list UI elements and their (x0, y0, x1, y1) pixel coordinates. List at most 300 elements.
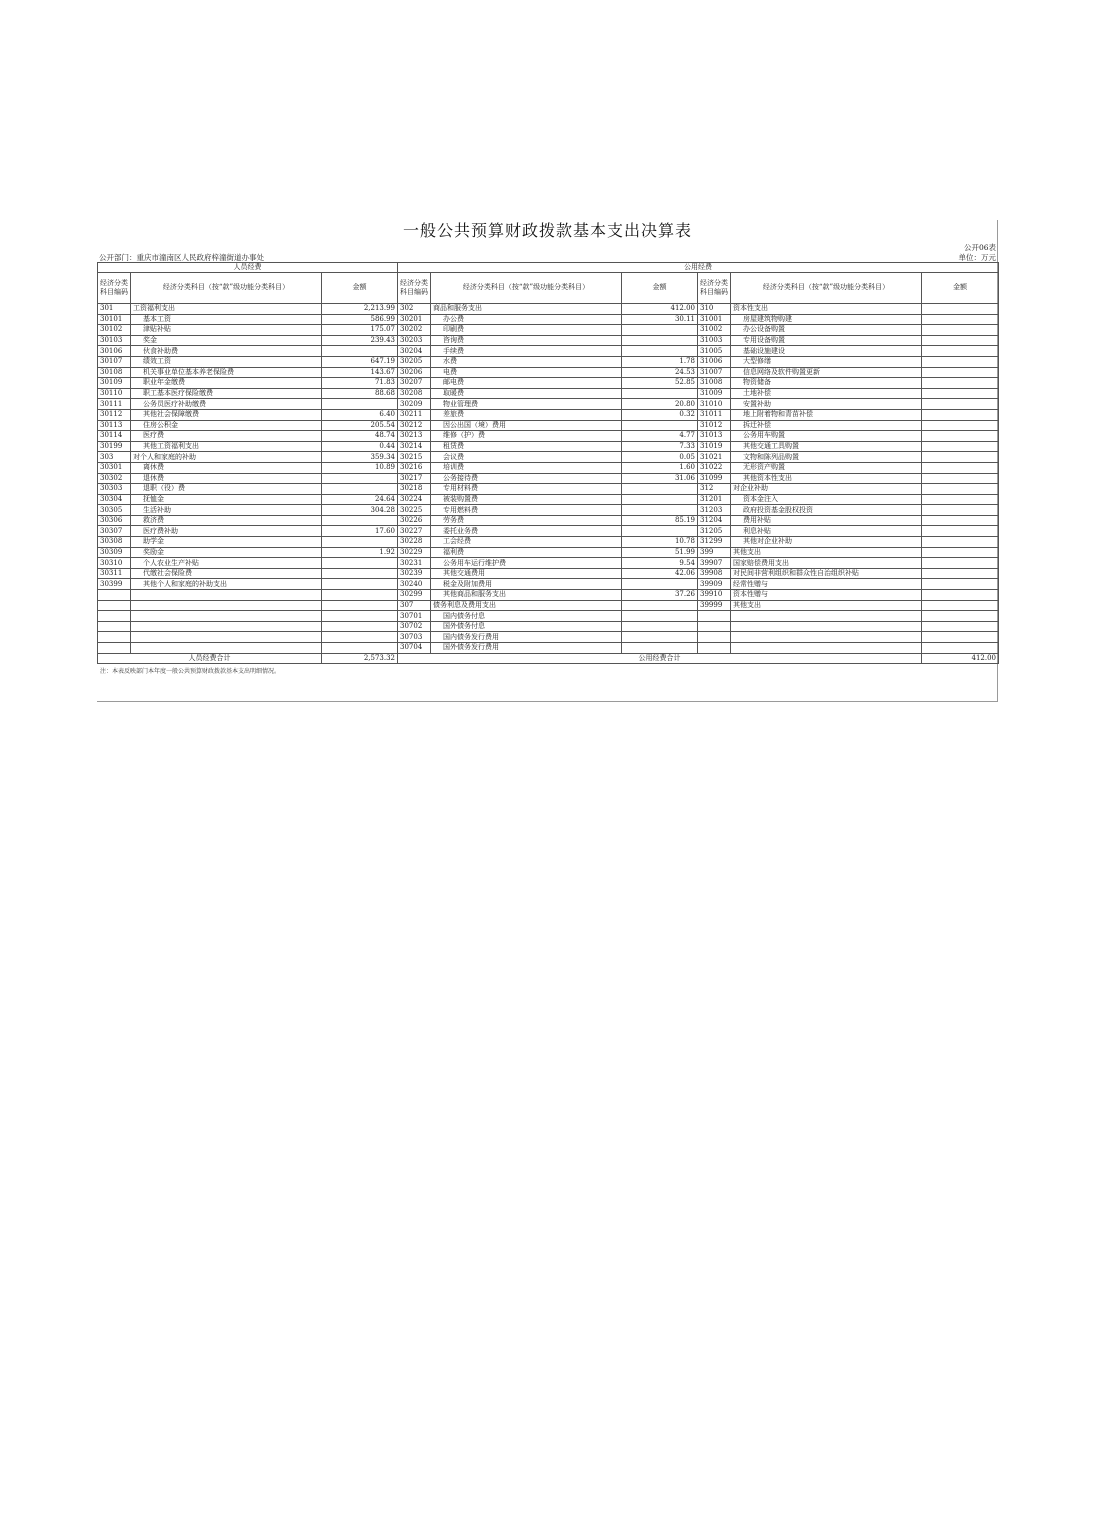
cell-item-name: 医疗费补助 (131, 526, 322, 537)
cell-code: 31007 (698, 367, 731, 378)
cell-amount (322, 600, 398, 611)
cell-code: 30109 (98, 378, 131, 389)
cell-code: 31010 (698, 399, 731, 410)
cell-amount (922, 611, 999, 622)
cell-code: 31203 (698, 505, 731, 516)
cell-code: 30213 (398, 431, 431, 442)
cell-code: 31002 (698, 325, 731, 336)
cell-code: 31005 (698, 346, 731, 357)
table-row (98, 643, 999, 654)
cell-item-name: 公务用车运行维护费 (431, 558, 622, 569)
cell-item-name: 劳务费 (431, 515, 622, 526)
table-row (98, 452, 999, 463)
cell-item-name (131, 621, 322, 632)
table-row (98, 515, 999, 526)
cell-code: 30231 (398, 558, 431, 569)
cell-code: 30218 (398, 484, 431, 495)
cell-item-name: 专用材料费 (431, 484, 622, 495)
cell-item-name: 机关事业单位基本养老保险费 (131, 367, 322, 378)
cell-amount: 52.85 (622, 378, 698, 389)
cell-code: 31006 (698, 356, 731, 367)
cell-amount (922, 346, 999, 357)
cell-item-name: 奖金 (131, 335, 322, 346)
cell-item-name: 其他支出 (731, 600, 922, 611)
public-total-amount: 412.00 (922, 653, 999, 664)
table-row (98, 335, 999, 346)
col-amount: 金额 (622, 273, 698, 304)
bottom-border-line (97, 701, 998, 702)
cell-item-name: 其他工资福利支出 (131, 441, 322, 452)
cell-code: 30208 (398, 388, 431, 399)
table-row (98, 356, 999, 367)
cell-amount: 647.19 (322, 356, 398, 367)
cell-amount (922, 558, 999, 569)
cell-amount: 7.33 (622, 441, 698, 452)
cell-amount: 48.74 (322, 431, 398, 442)
table-code: 公开06表 (963, 243, 996, 252)
cell-item-name: 咨询费 (431, 335, 622, 346)
cell-amount: 359.34 (322, 452, 398, 463)
cell-amount (922, 632, 999, 643)
table-row (98, 611, 999, 622)
cell-amount (322, 515, 398, 526)
cell-amount (922, 388, 999, 399)
cell-code: 302 (398, 304, 431, 315)
cell-item-name: 因公出国（境）费用 (431, 420, 622, 431)
cell-item-name: 生活补助 (131, 505, 322, 516)
cell-amount: 6.40 (322, 409, 398, 420)
cell-amount (922, 590, 999, 601)
cell-item-name: 专用燃料费 (431, 505, 622, 516)
cell-item-name: 奖励金 (131, 547, 322, 558)
cell-amount: 42.06 (622, 568, 698, 579)
cell-item-name: 租赁费 (431, 441, 622, 452)
cell-amount: 0.05 (622, 452, 698, 463)
table-row (98, 568, 999, 579)
cell-code: 30112 (98, 409, 131, 420)
cell-code: 30214 (398, 441, 431, 452)
cell-amount (622, 621, 698, 632)
cell-code: 30303 (98, 484, 131, 495)
table-row (98, 314, 999, 325)
cell-amount (922, 600, 999, 611)
cell-code: 30301 (98, 462, 131, 473)
cell-amount: 24.53 (622, 367, 698, 378)
cell-code: 30229 (398, 547, 431, 558)
cell-amount (622, 484, 698, 495)
cell-item-name: 信息网络及软件购置更新 (731, 367, 922, 378)
cell-item-name (731, 632, 922, 643)
cell-code: 31019 (698, 441, 731, 452)
cell-code: 30110 (98, 388, 131, 399)
cell-item-name (131, 643, 322, 654)
cell-item-name: 退休费 (131, 473, 322, 484)
cell-code: 30228 (398, 537, 431, 548)
table-row (98, 399, 999, 410)
cell-code: 30701 (398, 611, 431, 622)
cell-item-name: 资本性赠与 (731, 590, 922, 601)
cell-amount (322, 643, 398, 654)
cell-item-name: 物资储备 (731, 378, 922, 389)
cell-amount: 17.60 (322, 526, 398, 537)
page-title: 一般公共预算财政拨款基本支出决算表 (402, 221, 692, 240)
cell-item-name (731, 611, 922, 622)
cell-item-name: 住房公积金 (131, 420, 322, 431)
cell-item-name: 工会经费 (431, 537, 622, 548)
cell-item-name: 工资福利支出 (131, 304, 322, 315)
cell-item-name: 绩效工资 (131, 356, 322, 367)
cell-item-name: 文物和陈列品购置 (731, 452, 922, 463)
cell-code: 30212 (398, 420, 431, 431)
cell-amount (322, 579, 398, 590)
table-note: 注：本表反映部门本年度一般公共预算财政拨款基本支出明细情况。 (100, 668, 281, 676)
cell-amount (922, 526, 999, 537)
col-name: 经济分类科目（按“款”级功能分类科目） (431, 273, 622, 304)
cell-item-name: 无形资产购置 (731, 462, 922, 473)
cell-code: 30215 (398, 452, 431, 463)
cell-item-name: 公务接待费 (431, 473, 622, 484)
cell-amount (622, 611, 698, 622)
cell-code: 30108 (98, 367, 131, 378)
cell-code: 30704 (398, 643, 431, 654)
cell-amount: 412.00 (622, 304, 698, 315)
cell-item-name: 安置补助 (731, 399, 922, 410)
group-public: 公用经费 (398, 263, 999, 273)
table-row (98, 346, 999, 357)
cell-item-name (131, 600, 322, 611)
cell-item-name: 津贴补贴 (131, 325, 322, 336)
cell-item-name: 其他个人和家庭的补助支出 (131, 579, 322, 590)
cell-item-name: 医疗费 (131, 431, 322, 442)
cell-amount: 31.06 (622, 473, 698, 484)
cell-item-name: 代缴社会保险费 (131, 568, 322, 579)
cell-amount (622, 526, 698, 537)
cell-code: 30305 (98, 505, 131, 516)
cell-amount (622, 325, 698, 336)
cell-amount: 88.68 (322, 388, 398, 399)
cell-code: 303 (98, 452, 131, 463)
cell-amount (322, 346, 398, 357)
cell-item-name: 职业年金缴费 (131, 378, 322, 389)
cell-item-name: 基础设施建设 (731, 346, 922, 357)
cell-amount: 143.67 (322, 367, 398, 378)
cell-item-name: 其他交通费用 (431, 568, 622, 579)
cell-code: 30217 (398, 473, 431, 484)
cell-item-name: 国内债务发行费用 (431, 632, 622, 643)
col-name: 经济分类科目（按“款”级功能分类科目） (731, 273, 922, 304)
cell-code: 30113 (98, 420, 131, 431)
cell-code: 30227 (398, 526, 431, 537)
cell-code: 30225 (398, 505, 431, 516)
cell-item-name: 大型修缮 (731, 356, 922, 367)
table-row (98, 579, 999, 590)
cell-item-name: 国内债务付息 (431, 611, 622, 622)
cell-code: 30204 (398, 346, 431, 357)
cell-amount: 0.44 (322, 441, 398, 452)
cell-code (698, 643, 731, 654)
cell-amount (322, 399, 398, 410)
cell-amount (622, 494, 698, 505)
cell-item-name: 国家赔偿费用支出 (731, 558, 922, 569)
cell-amount (322, 484, 398, 495)
cell-amount (322, 537, 398, 548)
cell-amount: 1.92 (322, 547, 398, 558)
cell-code: 31011 (698, 409, 731, 420)
cell-amount: 51.99 (622, 547, 698, 558)
cell-item-name: 对个人和家庭的补助 (131, 452, 322, 463)
table-row (98, 537, 999, 548)
cell-code: 310 (698, 304, 731, 315)
cell-code: 30307 (98, 526, 131, 537)
cell-code: 31003 (698, 335, 731, 346)
table-row (98, 526, 999, 537)
table-row (98, 600, 999, 611)
cell-code: 39909 (698, 579, 731, 590)
col-name: 经济分类科目（按“款”级功能分类科目） (131, 273, 322, 304)
cell-item-name: 其他社会保障缴费 (131, 409, 322, 420)
cell-code: 30111 (98, 399, 131, 410)
col-amount: 金额 (922, 273, 999, 304)
group-header-row (98, 263, 999, 273)
cell-item-name: 其他资本性支出 (731, 473, 922, 484)
cell-item-name: 商品和服务支出 (431, 304, 622, 315)
col-amount: 金额 (322, 273, 398, 304)
cell-item-name: 经常性赠与 (731, 579, 922, 590)
cell-code: 30199 (98, 441, 131, 452)
cell-code: 30240 (398, 579, 431, 590)
cell-code: 307 (398, 600, 431, 611)
cell-code: 30309 (98, 547, 131, 558)
cell-amount (922, 505, 999, 516)
totals-row (98, 653, 999, 664)
cell-code: 30201 (398, 314, 431, 325)
cell-amount (622, 346, 698, 357)
cell-item-name: 其他交通工具购置 (731, 441, 922, 452)
cell-code: 31021 (698, 452, 731, 463)
table-row (98, 558, 999, 569)
cell-amount: 10.78 (622, 537, 698, 548)
cell-item-name: 其他支出 (731, 547, 922, 558)
cell-item-name: 救济费 (131, 515, 322, 526)
report-sheet (97, 220, 998, 675)
cell-item-name: 差旅费 (431, 409, 622, 420)
cell-code (698, 621, 731, 632)
cell-code (98, 643, 131, 654)
cell-item-name: 公务员医疗补助缴费 (131, 399, 322, 410)
cell-code: 30224 (398, 494, 431, 505)
cell-amount: 1.78 (622, 356, 698, 367)
cell-amount: 4.77 (622, 431, 698, 442)
cell-amount (322, 473, 398, 484)
cell-amount (922, 399, 999, 410)
group-personnel: 人员经费 (98, 263, 398, 273)
cell-code: 30205 (398, 356, 431, 367)
cell-code (98, 632, 131, 643)
table-row (98, 431, 999, 442)
cell-code: 31013 (698, 431, 731, 442)
cell-code (698, 611, 731, 622)
cell-code: 31201 (698, 494, 731, 505)
cell-item-name: 维修（护）费 (431, 431, 622, 442)
cell-amount: 586.99 (322, 314, 398, 325)
table-row (98, 441, 999, 452)
cell-item-name: 职工基本医疗保险缴费 (131, 388, 322, 399)
cell-item-name: 对企业补助 (731, 484, 922, 495)
cell-item-name: 利息补贴 (731, 526, 922, 537)
cell-amount: 10.89 (322, 462, 398, 473)
cell-code: 30206 (398, 367, 431, 378)
cell-item-name: 费用补贴 (731, 515, 922, 526)
cell-item-name (731, 621, 922, 632)
cell-item-name: 其他对企业补助 (731, 537, 922, 548)
cell-amount (622, 388, 698, 399)
table-row (98, 547, 999, 558)
cell-amount (922, 304, 999, 315)
cell-code (98, 590, 131, 601)
cell-code: 31008 (698, 378, 731, 389)
cell-item-name: 资本金注入 (731, 494, 922, 505)
cell-item-name: 个人农业生产补贴 (131, 558, 322, 569)
cell-amount (922, 378, 999, 389)
cell-amount: 304.28 (322, 505, 398, 516)
report-meta (97, 242, 998, 262)
cell-amount: 175.07 (322, 325, 398, 336)
cell-code: 301 (98, 304, 131, 315)
cell-item-name: 退职（役）费 (131, 484, 322, 495)
cell-amount (922, 568, 999, 579)
cell-code: 31099 (698, 473, 731, 484)
expenditure-table (97, 262, 999, 664)
cell-amount (922, 537, 999, 548)
cell-code: 30311 (98, 568, 131, 579)
cell-code: 31012 (698, 420, 731, 431)
table-row (98, 378, 999, 389)
cell-item-name: 拆迁补偿 (731, 420, 922, 431)
cell-item-name: 委托业务费 (431, 526, 622, 537)
cell-amount (922, 367, 999, 378)
cell-code: 31299 (698, 537, 731, 548)
cell-code: 31205 (698, 526, 731, 537)
cell-code (98, 600, 131, 611)
cell-code: 30702 (398, 621, 431, 632)
cell-amount (922, 325, 999, 336)
table-row (98, 388, 999, 399)
cell-code: 30216 (398, 462, 431, 473)
cell-code: 30306 (98, 515, 131, 526)
cell-amount (922, 314, 999, 325)
cell-item-name: 地上附着物和青苗补偿 (731, 409, 922, 420)
cell-item-name: 培训费 (431, 462, 622, 473)
cell-code: 30299 (398, 590, 431, 601)
cell-amount (622, 420, 698, 431)
table-row (98, 304, 999, 315)
cell-code: 31001 (698, 314, 731, 325)
cell-amount (622, 505, 698, 516)
table-row (98, 325, 999, 336)
cell-item-name: 福利费 (431, 547, 622, 558)
cell-amount (322, 621, 398, 632)
cell-amount (922, 547, 999, 558)
cell-item-name: 电费 (431, 367, 622, 378)
cell-item-name: 债务利息及费用支出 (431, 600, 622, 611)
col-code: 经济分类科目编码 (698, 273, 731, 304)
cell-item-name: 物业管理费 (431, 399, 622, 410)
cell-amount: 37.26 (622, 590, 698, 601)
cell-code: 30107 (98, 356, 131, 367)
cell-code: 30310 (98, 558, 131, 569)
cell-code: 30209 (398, 399, 431, 410)
cell-amount (922, 452, 999, 463)
table-row (98, 409, 999, 420)
unit-label: 单位：万元 (958, 253, 996, 262)
cell-code: 30302 (98, 473, 131, 484)
cell-code: 30308 (98, 537, 131, 548)
cell-code (698, 632, 731, 643)
cell-amount: 71.83 (322, 378, 398, 389)
cell-amount (922, 441, 999, 452)
cell-code: 39999 (698, 600, 731, 611)
cell-item-name: 办公设备购置 (731, 325, 922, 336)
cell-amount: 0.32 (622, 409, 698, 420)
cell-item-name: 资本性支出 (731, 304, 922, 315)
public-total-label: 公用经费合计 (398, 653, 922, 664)
cell-code: 39910 (698, 590, 731, 601)
table-row (98, 462, 999, 473)
cell-code: 30114 (98, 431, 131, 442)
cell-amount (622, 632, 698, 643)
cell-amount (922, 462, 999, 473)
column-header-row (98, 273, 999, 304)
cell-code: 312 (698, 484, 731, 495)
cell-item-name (131, 611, 322, 622)
table-row (98, 494, 999, 505)
table-row (98, 367, 999, 378)
department-label: 公开部门：重庆市潼南区人民政府梓潼街道办事处 (99, 253, 264, 262)
cell-amount: 239.43 (322, 335, 398, 346)
cell-amount (622, 335, 698, 346)
cell-item-name: 伙食补助费 (131, 346, 322, 357)
cell-amount: 30.11 (622, 314, 698, 325)
cell-code: 31204 (698, 515, 731, 526)
cell-item-name: 邮电费 (431, 378, 622, 389)
cell-amount (922, 515, 999, 526)
cell-amount: 205.54 (322, 420, 398, 431)
cell-amount: 1.60 (622, 462, 698, 473)
cell-item-name: 对民间非营利组织和群众性自治组织补贴 (731, 568, 922, 579)
cell-amount (322, 558, 398, 569)
cell-amount (922, 356, 999, 367)
cell-code: 31009 (698, 388, 731, 399)
cell-item-name: 土地补偿 (731, 388, 922, 399)
cell-amount (322, 611, 398, 622)
cell-amount (922, 579, 999, 590)
cell-amount: 24.64 (322, 494, 398, 505)
cell-item-name (131, 632, 322, 643)
cell-item-name: 离休费 (131, 462, 322, 473)
cell-item-name: 会议费 (431, 452, 622, 463)
cell-amount: 20.80 (622, 399, 698, 410)
cell-item-name: 助学金 (131, 537, 322, 548)
cell-code: 30226 (398, 515, 431, 526)
cell-item-name: 国外债务发行费用 (431, 643, 622, 654)
cell-item-name: 被装购置费 (431, 494, 622, 505)
cell-item-name: 抚恤金 (131, 494, 322, 505)
cell-item-name: 房屋建筑物购建 (731, 314, 922, 325)
cell-item-name: 税金及附加费用 (431, 579, 622, 590)
cell-item-name: 政府投资基金股权投资 (731, 505, 922, 516)
table-row (98, 484, 999, 495)
cell-amount (922, 431, 999, 442)
